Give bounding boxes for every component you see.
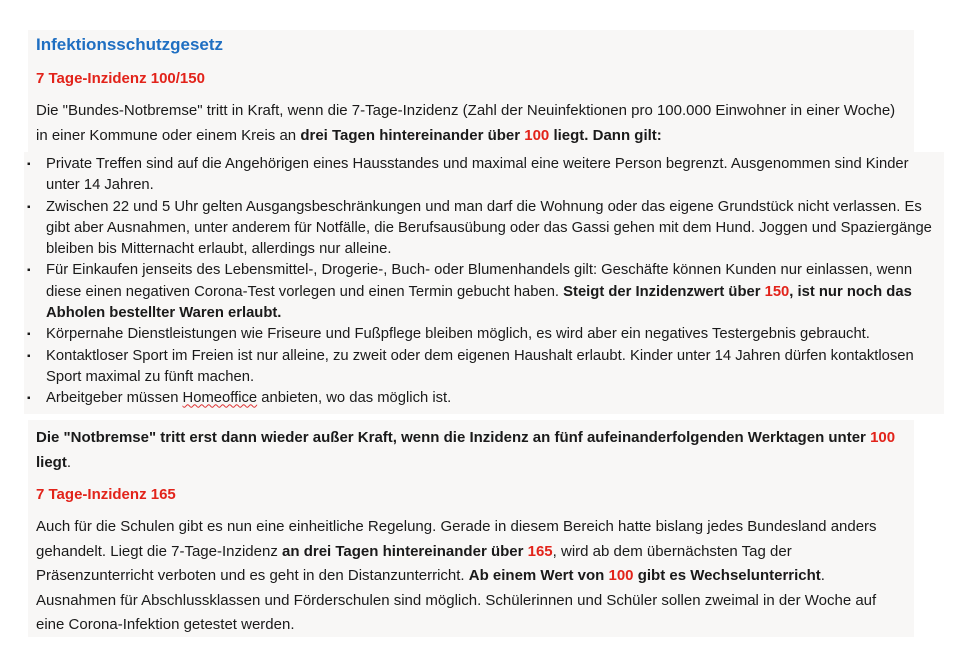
list-item-bold: Steigt der Inzidenzwert über: [563, 283, 765, 300]
list-item-text: Für Einkaufen jenseits des Lebensmittel-, Drogerie-, Buch- oder Blumenhandels gilt: Geschäfte können Kunden nur einlassen, wenn diese einen negativen Corona-Test vorlegen und einen Termin gebucht haben.: [46, 262, 913, 300]
list-item-text: Körpernahe Dienstleistungen wie Friseure und Fußpflege bleiben möglich, es wird aber ein negatives Testergebnis gebraucht.: [46, 326, 870, 343]
list-item: [26, 197, 941, 261]
list-item-homeoffice: Homeoffice: [182, 390, 258, 407]
schulen-text: , wird ab dem übernächsten Tag der Präsenzunterricht verboten und es geht in den Distanzunterricht.: [36, 542, 792, 584]
bullet-marker: ▪: [27, 329, 31, 341]
list-item: [26, 346, 941, 389]
schulen-bold: an drei Tagen hintereinander über: [282, 542, 528, 560]
notbremse-paragraph: [36, 425, 896, 475]
intro-value-100: 100: [524, 126, 550, 144]
heading-inzidenz-100-150: 7 Tage-Inzidenz 100/150: [36, 70, 205, 87]
list-item-text: Private Treffen sind auf die Angehörigen eines Hausstandes und maximal eine weitere Person begrenzt. Ausgenommen sind Kinder unter 14 Jahren.: [46, 156, 909, 194]
notbremse-period: .: [66, 454, 72, 471]
list-item: [26, 324, 941, 345]
list-item-text: Arbeitgeber müssen: [46, 390, 183, 407]
intro-paragraph: [36, 99, 906, 148]
schulen-text: . Ausnahmen für Abschlussklassen und Förderschulen sind möglich. Schülerinnen und Schüler sollen zweimal in der Woche auf eine Corona-Infektion getestet werden.: [36, 567, 877, 633]
rules-list: [26, 154, 941, 410]
list-item: [26, 388, 941, 409]
list-item-text: anbieten, wo das möglich ist.: [257, 390, 452, 407]
schulen-text: Auch für die Schulen gibt es nun eine einheitliche Regelung. Gerade in diesem Bereich hatte bislang jedes Bundesland anders gehandelt. Liegt die 7-Tage-Inzidenz: [36, 518, 877, 560]
list-item-text: Zwischen 22 und 5 Uhr gelten Ausgangsbeschränkungen und man darf die Wohnung oder das eigene Grundstück nicht verlassen. Es gibt aber Ausnahmen, unter anderem für Notfälle, die Berufsausübung oder das Gassi gehen mit dem Hund. Joggen und Spaziergänge bleiben bis Mitternacht erlaubt, allerdings nur alleine.: [46, 198, 932, 258]
schulen-paragraph: [36, 515, 908, 638]
schulen-value-165: 165: [527, 542, 553, 560]
bullet-marker: ▪: [27, 159, 31, 170]
schulen-value-100: 100: [608, 567, 634, 584]
heading-inzidenz-165: 7 Tage-Inzidenz 165: [36, 486, 176, 503]
schulen-bold: gibt es Wechselunterricht: [633, 567, 821, 584]
intro-bold-1: drei Tagen hintereinander über: [300, 126, 525, 144]
list-item-bold: , ist nur noch das Abholen bestellter Waren erlaubt.: [46, 283, 912, 322]
intro-text: Die "Bundes-Notbremse" tritt in Kraft, wenn die 7-Tage-Inzidenz (Zahl der Neuinfektionen pro 100.000 Einwohner in einer Woche) in einer Kommune oder einem Kreis an: [36, 102, 896, 144]
notbremse-bold-1: Die "Notbremse" tritt erst dann wieder außer Kraft, wenn die Inzidenz an fünf aufeinanderfolgenden Werktagen unter: [36, 429, 871, 446]
bullet-marker: ▪: [27, 393, 31, 405]
bullet-marker: ▪: [27, 201, 31, 213]
list-item: [26, 154, 941, 197]
schulen-bold: Ab einem Wert von: [468, 567, 609, 584]
page-title: Infektionsschutzgesetz: [36, 35, 224, 54]
bullet-marker: ▪: [27, 265, 31, 277]
list-item: [26, 260, 941, 324]
notbremse-value-100: 100: [870, 429, 896, 446]
list-item-text: Kontaktloser Sport im Freien ist nur alleine, zu zweit oder dem eigenen Haushalt erlaubt. Kinder unter 14 Jahren dürfen kontaktlosen Sport maximal zu fünft machen.: [46, 347, 914, 385]
list-item-value-150: 150: [764, 283, 790, 300]
notbremse-bold-2: liegt: [36, 454, 67, 471]
intro-bold-2: liegt. Dann gilt:: [549, 126, 662, 144]
bullet-marker: ▪: [27, 350, 31, 362]
